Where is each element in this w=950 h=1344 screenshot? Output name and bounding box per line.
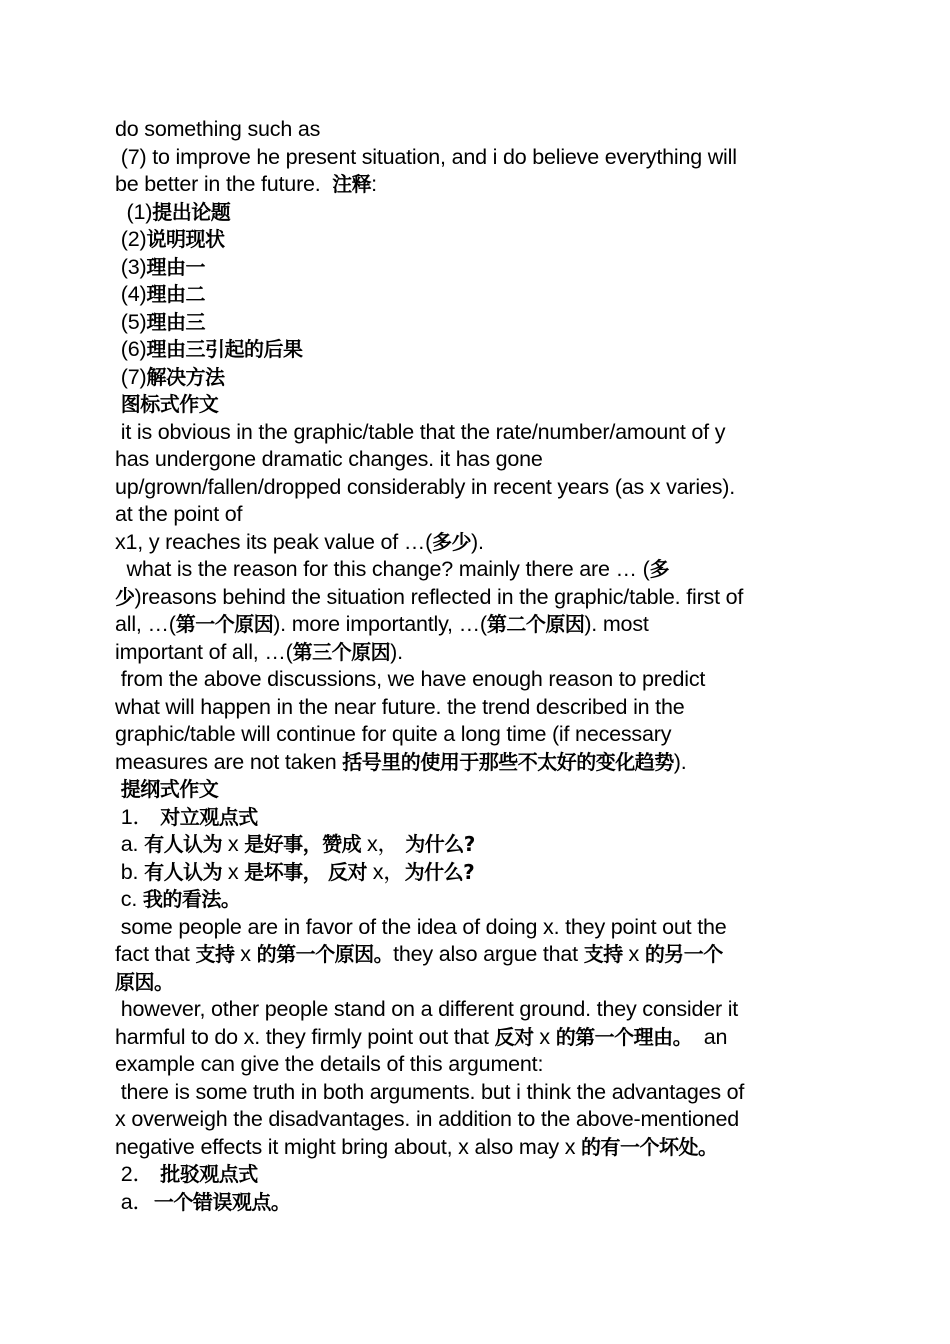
bold-text-segment: 多少 <box>432 529 472 554</box>
text-line <box>115 226 840 254</box>
text-segment: )reasons behind the situation reflected in the graphic/table. first of <box>134 584 744 609</box>
text-segment: x <box>622 942 645 966</box>
text-line <box>115 116 840 144</box>
text-segment: however, other people stand on a different ground. they consider it <box>115 997 739 1021</box>
text-line <box>115 584 840 612</box>
bold-text-segment: 第一个原因 <box>175 612 274 636</box>
text-line <box>115 859 840 887</box>
text-line <box>115 144 840 172</box>
text-line <box>115 694 840 722</box>
text-line <box>115 776 840 804</box>
bold-text-segment: 原因。 <box>115 969 174 994</box>
bold-text-segment: 提出论题 <box>152 199 231 224</box>
text-line <box>115 914 840 942</box>
text-segment: negative effects it might bring about, x also may x <box>115 1134 582 1159</box>
bold-text-segment: 有人认为 <box>144 859 223 884</box>
text-segment: from the above discussions, we have enough reason to predict <box>115 667 706 691</box>
bold-text-segment: 批驳观点式 <box>153 1162 258 1186</box>
bold-text-segment: 提纲式作文 <box>120 777 219 801</box>
text-segment: example can give the details of this argument: <box>115 1052 544 1076</box>
text-segment: (1) <box>115 199 153 224</box>
text-segment: what will happen in the near future. the trend described in the <box>115 694 685 719</box>
bold-text-segment: 少 <box>115 584 135 609</box>
text-segment: has undergone dramatic changes. it has gone <box>115 447 543 471</box>
bold-text-segment: 第二个原因 <box>486 612 585 636</box>
text-segment: 1． <box>115 804 154 829</box>
text-segment: x overweigh the disadvantages. in addition to the above-mentioned <box>115 1107 740 1131</box>
text-segment: harmful to do x. they firmly point out that <box>115 1024 495 1049</box>
text-segment: fact that <box>115 942 196 966</box>
text-segment: x， <box>366 859 405 884</box>
bold-text-segment: 注释 <box>332 172 372 196</box>
bold-text-segment: 的第一个理由。 <box>555 1024 693 1049</box>
bold-text-segment: 括号里的使用于那些不太好的变化趋势 <box>342 749 674 774</box>
text-segment: x <box>222 859 245 884</box>
text-segment: what is the reason for this change? mainly there are … ( <box>115 557 650 581</box>
text-line <box>115 1051 840 1079</box>
text-segment: important of all, …( <box>115 639 293 664</box>
text-segment: c. <box>115 887 143 911</box>
bold-text-segment: 是坏事， <box>244 859 323 884</box>
text-segment: there is some truth in both arguments. but i think the advantages of <box>115 1079 745 1104</box>
bold-text-segment: 我的看法。 <box>142 887 241 911</box>
text-line <box>115 1134 840 1162</box>
bold-text-segment: 理由三引起的后果 <box>146 337 303 361</box>
text-line <box>115 1079 840 1107</box>
text-segment: some people are in favor of the idea of doing x. they point out the <box>115 914 727 939</box>
text-segment: : <box>371 172 377 196</box>
text-line <box>115 721 840 749</box>
text-line <box>115 336 840 364</box>
bold-text-segment: 支持 <box>583 942 623 966</box>
text-line <box>115 391 840 419</box>
text-segment: do something such as <box>115 117 321 141</box>
bold-text-segment: 是好事，赞成 <box>244 832 362 856</box>
text-segment: (3) <box>115 254 147 279</box>
text-line <box>115 556 840 584</box>
text-segment: graphic/table will continue for quite a long time (if necessary <box>115 722 672 746</box>
text-segment: (5) <box>115 309 147 334</box>
bold-text-segment: 支持 <box>195 942 235 966</box>
bold-text-segment: 理由三 <box>146 309 205 334</box>
bold-text-segment: 说明现状 <box>146 227 225 251</box>
text-segment: measures are not taken <box>115 749 343 774</box>
bold-text-segment: 理由二 <box>146 282 205 306</box>
text-line <box>115 281 840 309</box>
document-page <box>115 116 840 1216</box>
bold-text-segment: 为什么? <box>404 859 475 884</box>
bold-text-segment: 一个错误观点。 <box>153 1189 291 1214</box>
text-line <box>115 419 840 447</box>
bold-text-segment: 多 <box>649 557 670 581</box>
text-segment: x <box>533 1024 556 1049</box>
text-line <box>115 749 840 777</box>
text-line <box>115 1161 840 1189</box>
text-line <box>115 1106 840 1134</box>
text-segment: it is obvious in the graphic/table that the rate/number/amount of y <box>115 419 726 444</box>
bold-text-segment: 的第一个原因。 <box>256 942 394 966</box>
text-segment: 2． <box>115 1162 154 1186</box>
text-line <box>115 639 840 667</box>
text-line <box>115 254 840 282</box>
text-segment: an <box>692 1024 728 1049</box>
text-line <box>115 501 840 529</box>
text-line <box>115 886 840 914</box>
text-line <box>115 611 840 639</box>
text-line <box>115 364 840 392</box>
text-segment: be better in the future. <box>115 172 333 196</box>
text-line <box>115 474 840 502</box>
text-line <box>115 666 840 694</box>
bold-text-segment: 反对 <box>494 1024 534 1049</box>
text-line <box>115 1024 840 1052</box>
text-segment: ). more importantly, …( <box>273 612 487 636</box>
text-line <box>115 171 840 199</box>
text-line <box>115 529 840 557</box>
text-segment: (7) <box>115 364 147 389</box>
text-line <box>115 831 840 859</box>
text-segment: x <box>222 832 245 856</box>
bold-text-segment: 解决方法 <box>146 364 225 389</box>
text-line <box>115 1189 840 1217</box>
text-line <box>115 199 840 227</box>
text-segment: ). <box>390 639 403 664</box>
bold-text-segment: 第三个原因 <box>292 639 391 664</box>
bold-text-segment: 的另一个 <box>644 942 723 966</box>
text-segment: at the point of <box>115 502 243 526</box>
text-line <box>115 969 840 997</box>
bold-text-segment: 图标式作文 <box>120 392 219 416</box>
bold-text-segment: 对立观点式 <box>153 804 258 829</box>
text-line <box>115 309 840 337</box>
bold-text-segment: 反对 <box>327 859 367 884</box>
text-segment: up/grown/fallen/dropped considerably in recent years (as x varies). <box>115 474 735 499</box>
text-line <box>115 941 840 969</box>
text-segment: x1, y reaches its peak value of …( <box>115 529 433 554</box>
text-line <box>115 446 840 474</box>
text-segment: a. <box>115 832 145 856</box>
bold-text-segment: 为什么? <box>398 832 475 856</box>
bold-text-segment: 有人认为 <box>144 832 223 856</box>
text-segment: ). <box>673 749 687 774</box>
bold-text-segment: 的有一个坏处。 <box>581 1134 718 1159</box>
text-segment: x <box>234 942 257 966</box>
text-segment: they also argue that <box>393 942 584 966</box>
text-segment: (7) to improve he present situation, and i do believe everything will <box>115 144 737 169</box>
text-segment: all, …( <box>115 612 176 636</box>
text-segment: (4) <box>115 282 147 306</box>
text-segment: x， <box>361 832 399 856</box>
text-segment: a． <box>115 1189 154 1214</box>
text-segment: (6) <box>115 337 147 361</box>
text-segment: (2) <box>115 227 147 251</box>
text-segment: ). most <box>584 612 649 636</box>
text-segment: ). <box>471 529 484 554</box>
text-line <box>115 804 840 832</box>
bold-text-segment: 理由一 <box>146 254 205 279</box>
text-line <box>115 996 840 1024</box>
text-segment: b. <box>115 859 145 884</box>
